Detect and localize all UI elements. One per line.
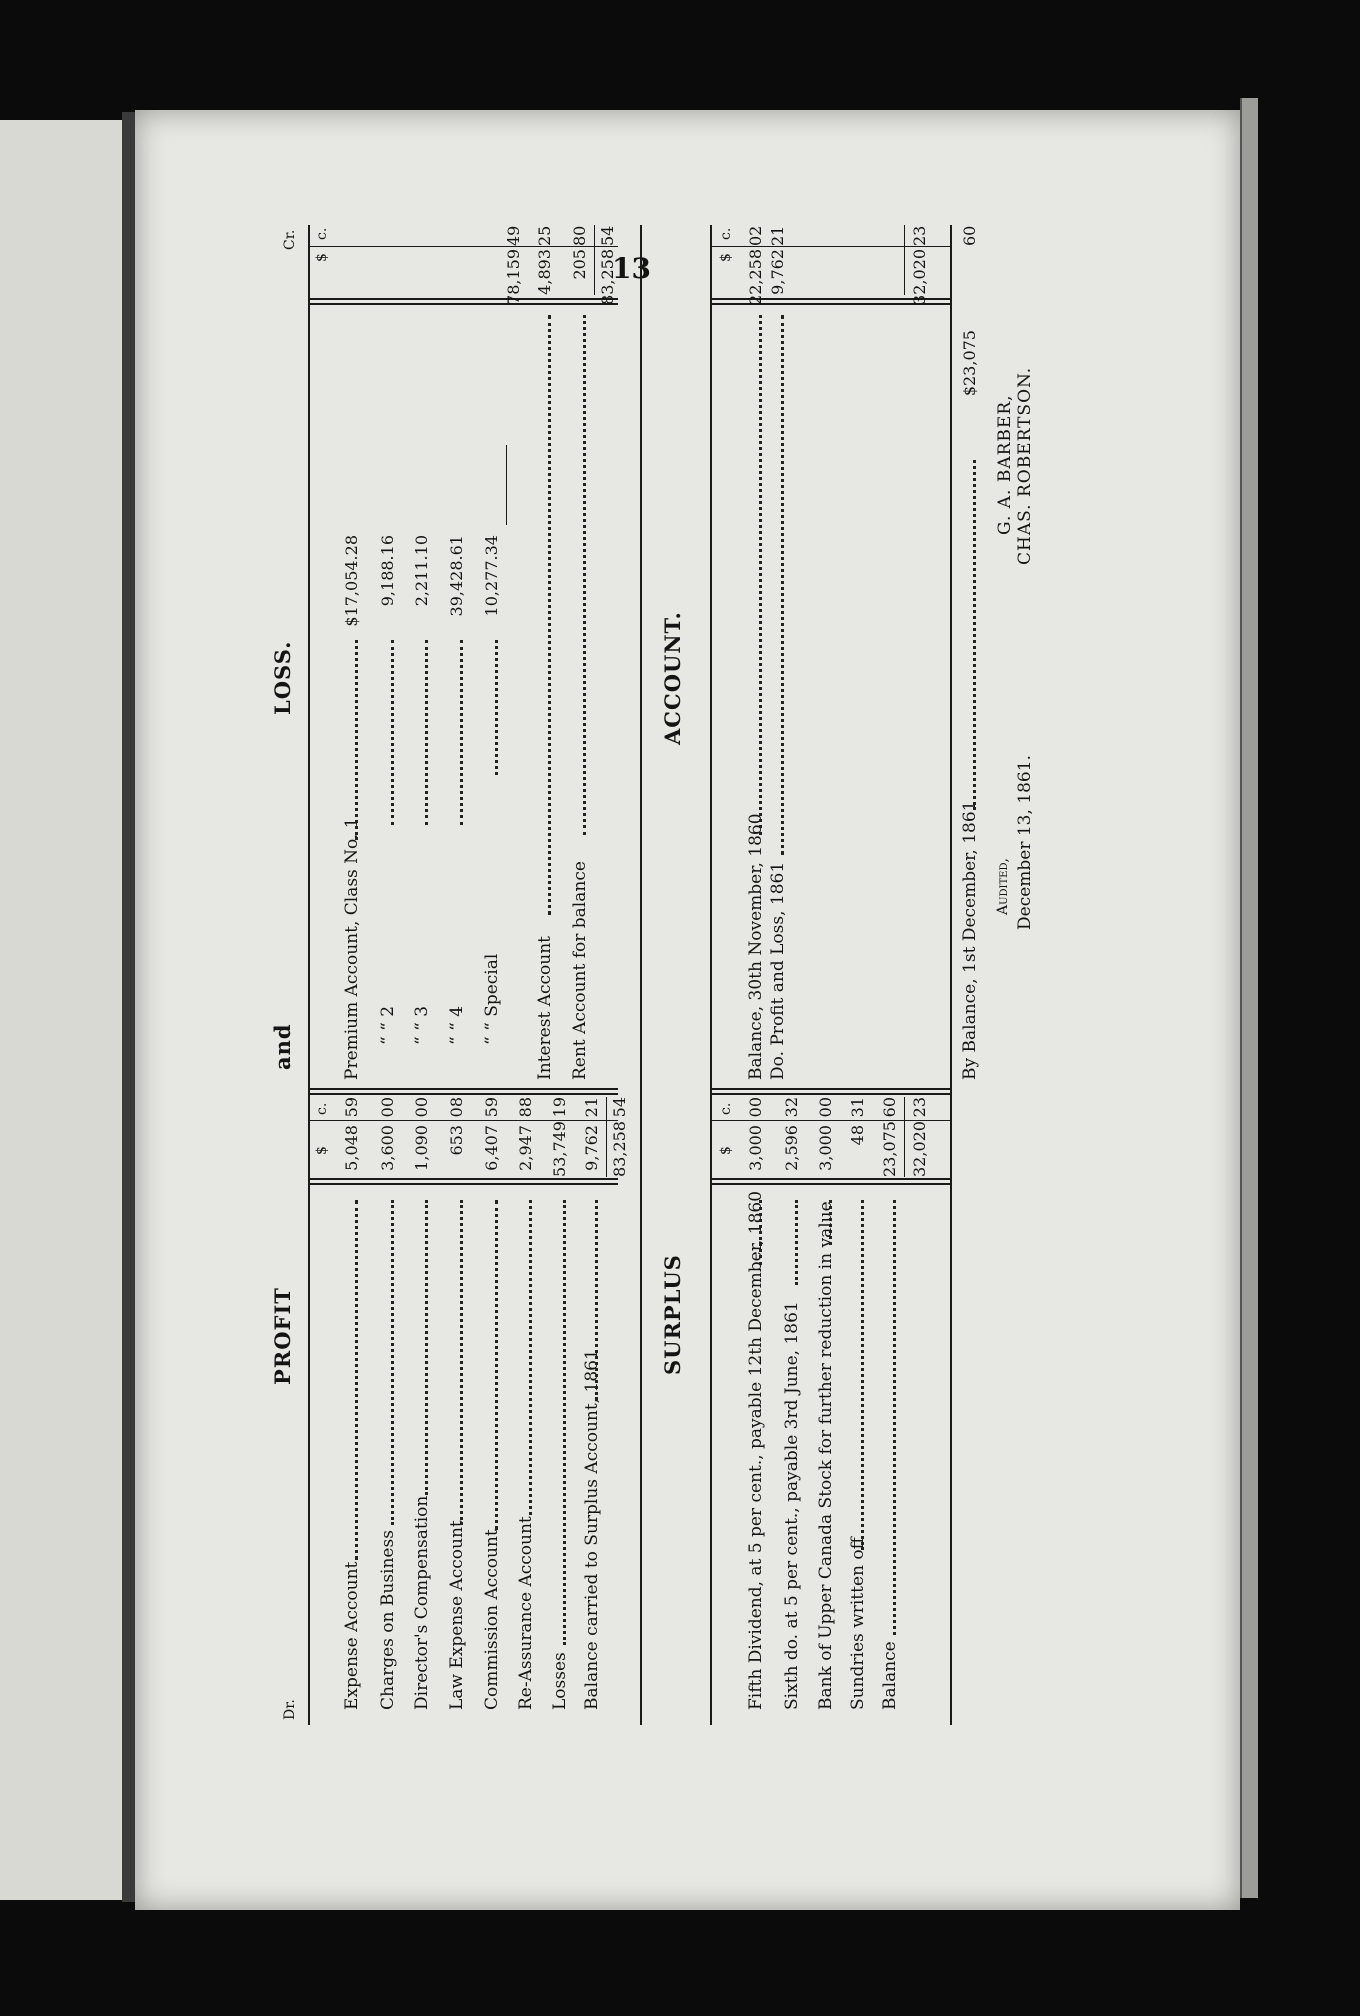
pl-premium-total-cents: 49 — [504, 225, 523, 246]
surplus-dr-dollars-header: $ — [718, 1146, 734, 1155]
leader-dots — [355, 1200, 358, 1560]
leader-dots — [861, 1200, 864, 1550]
pl-debit-label: Charges on Business — [378, 1530, 398, 1710]
surplus-cr-dollars-header: $ — [718, 253, 734, 262]
surplus-top-rule — [710, 225, 712, 1725]
pl-interest-label: Interest Account — [535, 936, 555, 1080]
by-balance-label: By Balance, 1st December, 1861 — [960, 800, 980, 1080]
pl-debit-cents: 00 — [378, 1097, 397, 1118]
surplus-debit-dollars: 3,000 — [816, 1125, 835, 1171]
leader-dots — [391, 1200, 394, 1525]
surplus-debit-cents: 00 — [746, 1097, 765, 1118]
auditor-1: G. A. BARBER, — [995, 394, 1015, 535]
pl-cr-cents-header: c. — [314, 227, 330, 240]
auditor-2: CHAS. ROBERTSON. — [1015, 366, 1035, 565]
pl-credit-sub: 10,277.34 — [482, 535, 501, 617]
surplus-debit-cents: 32 — [782, 1097, 801, 1118]
surplus-credit-label: Balance, 30th November, 1860 — [746, 813, 766, 1080]
leader-dots — [893, 1200, 896, 1635]
pl-debit-cents: 08 — [447, 1097, 466, 1118]
page-edge — [1240, 98, 1258, 1898]
audited-label: Audited, — [995, 858, 1011, 915]
pl-credit-sub: 2,211.10 — [412, 535, 431, 607]
surplus-debit-total-cents: 23 — [910, 1097, 929, 1118]
leader-dots — [563, 1200, 566, 1645]
leader-dots — [495, 640, 498, 775]
surplus-debit-label: Sundries written off — [848, 1537, 868, 1710]
surplus-rule — [710, 1093, 950, 1095]
surplus-credit-label: Do. Profit and Loss, 1861 — [768, 861, 788, 1080]
pl-credit-label: “ “ Special — [482, 953, 502, 1045]
pl-title-and: and — [270, 1023, 295, 1070]
pl-top-rule — [308, 225, 310, 1725]
surplus-debit-dollars: 23,075 — [880, 1121, 899, 1177]
surplus-dr-cents-header: c. — [718, 1102, 734, 1115]
pl-rule — [308, 1178, 618, 1180]
pl-debit-dollars: 653 — [447, 1125, 466, 1156]
pl-credit-label: “ “ 3 — [412, 1005, 432, 1045]
leader-dots — [460, 640, 463, 825]
surplus-cr-cents-header: c. — [718, 227, 734, 240]
surplus-credit-sum-rule — [904, 225, 905, 295]
leader-dots — [495, 1200, 498, 1530]
surplus-debit-dollars: 2,596 — [782, 1125, 801, 1171]
surplus-debit-cents: 00 — [816, 1097, 835, 1118]
pl-title-loss: LOSS. — [270, 640, 295, 715]
surplus-debit-label: Bank of Upper Canada Stock for further reduction in value — [816, 1201, 836, 1710]
surplus-credit-total-cents: 23 — [910, 225, 929, 246]
pl-debit-total-dollars: 83,258 — [610, 1121, 629, 1177]
pl-credit-label: “ “ 4 — [447, 1005, 467, 1045]
pl-debit-label: Law Expense Account — [447, 1520, 467, 1710]
pl-rule — [308, 1183, 618, 1185]
surplus-rule — [710, 1183, 950, 1185]
pl-rule — [308, 1088, 618, 1090]
pl-debit-dollars: 5,048 — [342, 1125, 361, 1171]
pl-rent-dollars: 205 — [570, 249, 589, 280]
previous-page — [0, 120, 131, 1900]
pl-rule — [308, 246, 618, 247]
surplus-credit-cents: 02 — [746, 225, 765, 246]
pl-rent-cents: 80 — [570, 225, 589, 246]
pl-debit-cents: 21 — [582, 1097, 601, 1118]
leader-dots — [548, 315, 551, 915]
pl-interest-cents: 25 — [535, 225, 554, 246]
pl-debit-cents: 59 — [482, 1097, 501, 1118]
pl-dr-dollars-header: $ — [314, 1146, 330, 1155]
leader-dots — [829, 1200, 832, 1245]
leader-dots — [781, 315, 784, 855]
pl-interest-dollars: 4,893 — [535, 249, 554, 295]
leader-dots — [460, 1200, 463, 1525]
leader-dots — [425, 1200, 428, 1495]
pl-credit-sub: 39,428.61 — [447, 535, 466, 617]
surplus-credit-total-dollars: 32,020 — [910, 249, 929, 305]
pl-debit-dollars: 6,407 — [482, 1125, 501, 1171]
surplus-debit-sum-rule — [904, 1097, 905, 1177]
pl-credit-sum-rule — [594, 225, 595, 295]
surplus-debit-dollars: 3,000 — [746, 1125, 765, 1171]
pl-debit-dollars: 53,749 — [550, 1121, 569, 1177]
leader-dots — [759, 1200, 762, 1265]
leader-dots — [759, 315, 762, 835]
surplus-credit-dollars: 22,258 — [746, 249, 765, 305]
pl-rule — [308, 1093, 618, 1095]
leader-dots — [529, 1200, 532, 1515]
surplus-debit-label: Balance — [880, 1641, 900, 1710]
surplus-bottom-rule — [950, 225, 952, 1725]
page-number: 13 — [612, 252, 651, 285]
surplus-credit-dollars: 9,762 — [768, 249, 787, 295]
pl-premium-total-dollars: 78,159 — [504, 249, 523, 305]
leader-dots — [391, 640, 394, 825]
by-balance-cents: 60 — [960, 225, 979, 246]
pl-credit-label: Premium Account, Class No. 1 — [342, 817, 362, 1080]
pl-credit-sub: 9,188.16 — [378, 535, 397, 607]
surplus-debit-total-dollars: 32,020 — [910, 1121, 929, 1177]
pl-title-profit: PROFIT — [270, 1287, 295, 1385]
surplus-title-left: SURPLUS — [660, 1254, 685, 1375]
pl-debit-total-cents: 54 — [610, 1097, 629, 1118]
pl-debit-label: Expense Account — [342, 1561, 362, 1710]
surplus-title-right: ACCOUNT. — [660, 611, 685, 745]
pl-credit-sub: $17,054.28 — [342, 535, 361, 627]
surplus-rule — [710, 246, 950, 247]
pl-dr-cents-header: c. — [314, 1102, 330, 1115]
pl-cr-label: Cr. — [282, 229, 298, 250]
pl-debit-cents: 00 — [412, 1097, 431, 1118]
pl-debit-cents: 88 — [516, 1097, 535, 1118]
pl-debit-cents: 59 — [342, 1097, 361, 1118]
pl-debit-label: Balance carried to Surplus Account, 1861 — [582, 1349, 602, 1710]
by-balance-amount: $23,075 — [960, 330, 979, 397]
pl-credit-total-cents: 54 — [598, 225, 617, 246]
surplus-debit-cents: 31 — [848, 1097, 867, 1118]
pl-premium-sum-rule — [506, 445, 507, 525]
surplus-rule — [710, 1088, 950, 1090]
leader-dots — [583, 315, 586, 835]
surplus-debit-dollars: 48 — [848, 1125, 867, 1146]
surplus-debit-cents: 60 — [880, 1097, 899, 1118]
pl-rule — [308, 1120, 618, 1121]
pl-debit-label: Director's Compensation — [412, 1495, 432, 1710]
pl-debit-cents: 19 — [550, 1097, 569, 1118]
pl-debit-dollars: 2,947 — [516, 1125, 535, 1171]
pl-bottom-rule — [640, 225, 642, 1725]
leader-dots — [795, 1200, 798, 1285]
pl-credit-total-dollars: 83,258 — [598, 249, 617, 305]
pl-debit-dollars: 1,090 — [412, 1125, 431, 1171]
pl-debit-label: Re-Assurance Account — [516, 1516, 536, 1710]
leader-dots — [425, 640, 428, 825]
leader-dots — [595, 1200, 598, 1400]
pl-debit-dollars: 9,762 — [582, 1125, 601, 1171]
surplus-rule — [710, 1178, 950, 1180]
pl-cr-dollars-header: $ — [314, 253, 330, 262]
ledger-rotated — [260, 225, 1120, 1725]
pl-debit-label: Commission Account — [482, 1529, 502, 1710]
audit-date: December 13, 1861. — [1015, 755, 1035, 930]
pl-rent-label: Rent Account for balance — [570, 861, 590, 1080]
surplus-credit-cents: 21 — [768, 225, 787, 246]
pl-dr-label: Dr. — [282, 1699, 298, 1720]
pl-credit-label: “ “ 2 — [378, 1005, 398, 1045]
leader-dots — [973, 460, 976, 810]
pl-debit-sum-rule — [606, 1097, 607, 1177]
surplus-debit-label: Sixth do. at 5 per cent., payable 3rd June, 1861 — [782, 1301, 802, 1710]
leader-dots — [355, 640, 358, 840]
surplus-debit-label: Fifth Dividend, at 5 per cent., payable 12th December, 1860 — [746, 1190, 766, 1710]
pl-debit-dollars: 3,600 — [378, 1125, 397, 1171]
pl-debit-label: Losses — [550, 1652, 570, 1710]
